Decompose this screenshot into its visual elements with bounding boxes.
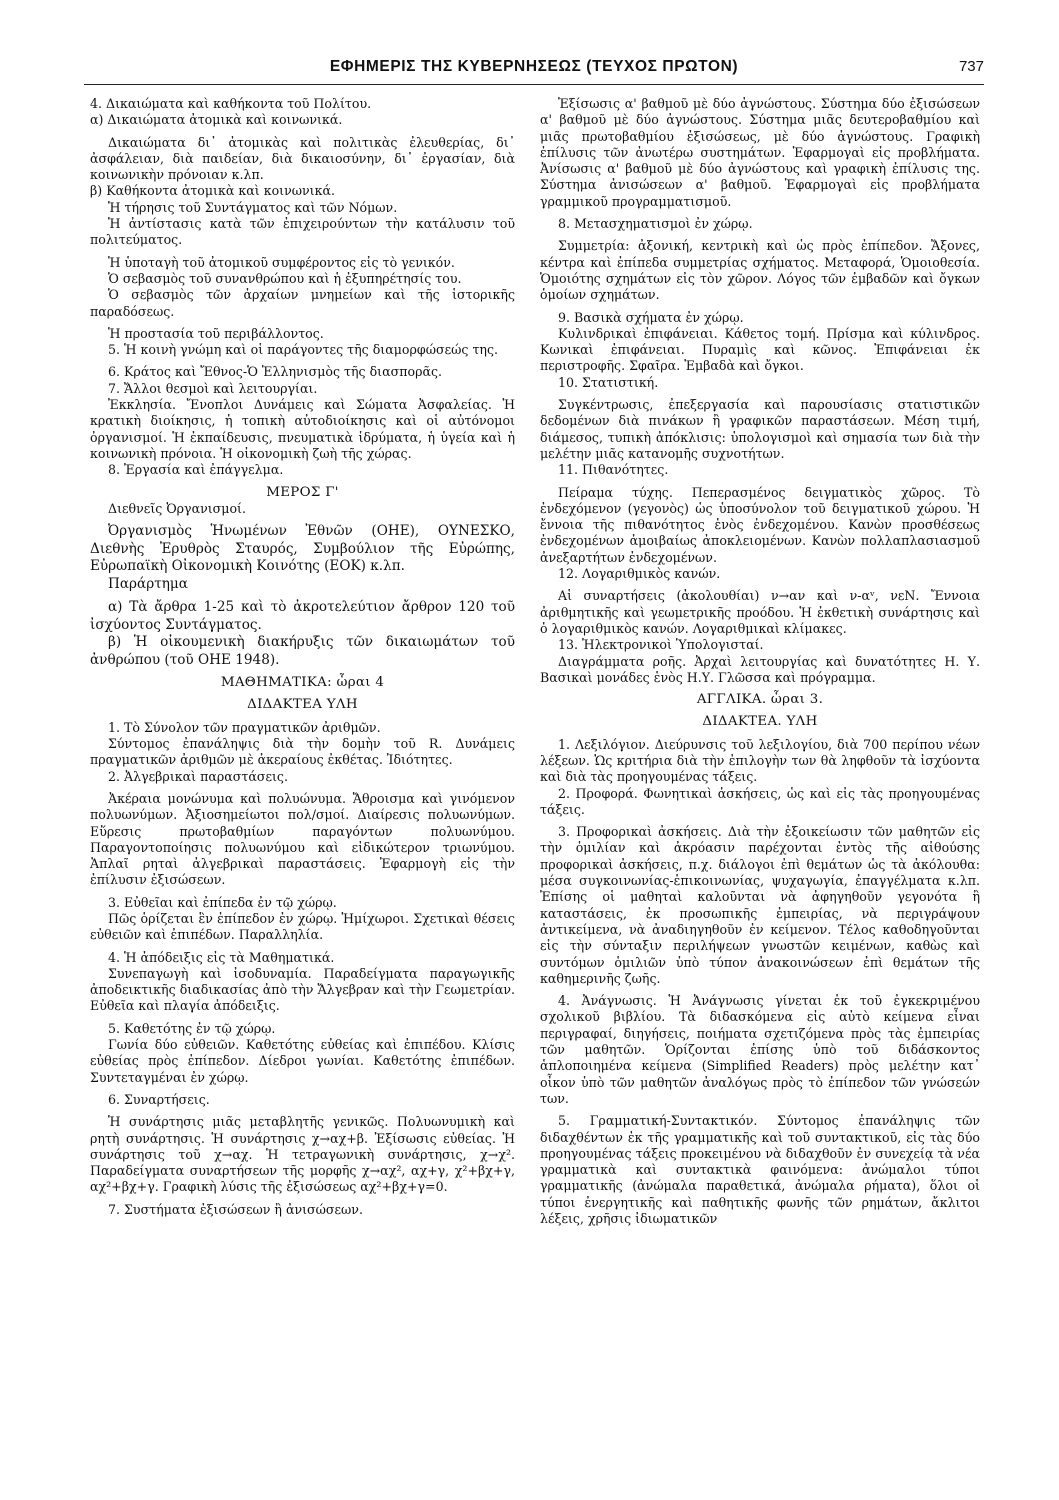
section-heading: 13. Ἠλεκτρονικοὶ Ὑπολογισταί. bbox=[558, 637, 764, 653]
paragraph: Σύντομος ἐπανάληψις διὰ τὴν δομὴν τοῦ R. Δυνάμεις πραγματικῶν ἀριθμῶν μὲ ἀκεραίους ἐκθέτας. Ἰδιότητες. bbox=[90, 736, 515, 768]
paragraph: Ἡ συνάρτησις μιᾶς μεταβλητῆς γενικῶς. Πολυωνυμικὴ καὶ ρητὴ συνάρτησις. Ἡ συνάρτησις χ→αχ+β. Ἐξίσωσις εὐθείας. Ἡ συνάρτησις τοῦ χ→αχ. Ἡ τετραγωνικὴ συνάρτησις, χ→χ². Παραδείγματα συναρτήσεων τῆς μορφῆς χ→αχ², αχ+γ, χ²+βχ+γ, αχ²+βχ+γ. Γραφικὴ λύσις τῆς ἐξισώσεως αχ²+βχ+γ=0. bbox=[90, 1114, 515, 1195]
appendix-heading: Παράρτημα bbox=[108, 575, 188, 592]
paragraph: Γωνία δύο εὐθειῶν. Καθετότης εὐθείας καὶ ἐπιπέδου. Κλίσις εὐθείας πρὸς ἐπίπεδον. Δίεδροι γωνίαι. Καθετότης ἐπιπέδων. Συντεταγμέναι ἐν χώρῳ. bbox=[90, 1037, 515, 1085]
section-heading: 1. Τὸ Σύνολον τῶν πραγματικῶν ἀριθμῶν. bbox=[108, 719, 381, 735]
paragraph: Ἀκέραια μονώνυμα καὶ πολυώνυμα. Ἄθροισμα καὶ γινόμενον πολυωνύμων. Ἀξιοσημείωτοι πολ/σμοί. Διαίρεσις πολυωνύμων. Εὕρεσις πρωτοβαθμίων παραγόντων πολυωνύμου. Παραγοντοποίησις πολυωνύμου καὶ εἰδικώτερον τριωνύμου. Ἁπλαῖ ρηταὶ ἀλγεβρικαὶ παραστάσεις. Ἐφαρμογὴ εἰς τὴν ἐπίλυσιν ἐξισώσεων. bbox=[90, 790, 515, 888]
section-heading: 7. Συστήματα ἐξισώσεων ἢ ἀνισώσεων. bbox=[108, 1201, 363, 1217]
paragraph: Ὀργανισμὸς Ἡνωμένων Ἐθνῶν (ΟΗΕ), ΟΥΝΕΣΚΟ, Διεθνὴς Ἐρυθρὸς Σταυρός, Συμβούλιον τῆς Εὐρώπης, Εὐρωπαϊκὴ Οἰκονομικὴ Κοινότης (ΕΟΚ) κ.λπ. bbox=[90, 523, 515, 575]
paragraph: 3. Προφορικαὶ ἀσκήσεις. Διὰ τὴν ἐξοικείωσιν τῶν μαθητῶν εἰς τὴν ὁμιλίαν καὶ ἀκρόασιν παρέχονται ἐντὸς τῆς αἰθούσης προφορικαὶ ἀσκήσεις, π.χ. διάλογοι ἐπὶ θεμάτων ὡς τὰ ἀκόλουθα: μέσα συγκοινωνίας-ἐπικοινωνίας, ψυχαγωγία, ἐπαγγέλματα κ.λπ. Ἐπίσης οἱ μαθηταὶ καλοῦνται νὰ ἀφηγηθοῦν γεγονότα ἢ καταστάσεις, ἐκ προσωπικῆς ἐμπειρίας, νὰ περιγράψουν ἀντικείμενα, νὰ ἀναδιηγηθοῦν ἐν κείμενον. Τέλος καθοδηγοῦνται εἰς τὴν σύνταξιν περιλήψεων γνωστῶν κειμένων, καθὼς καὶ συντόμων ὁμιλιῶν ὑπὸ τύπον ἀνακοινώσεων ἐπὶ θεμάτων τῆς καθημερινῆς ζωῆς. bbox=[540, 824, 980, 986]
paragraph: Συνεπαγωγὴ καὶ ἰσοδυναμία. Παραδείγματα παραγωγικῆς ἀποδεικτικῆς διαδικασίας ἀπὸ τὴν Ἄλγεβραν καὶ τὴν Γεωμετρίαν. Εὐθεῖα καὶ πλαγία ἀπόδειξις. bbox=[90, 965, 515, 1014]
section-heading: 2. Ἀλγεβρικαὶ παραστάσεις. bbox=[108, 768, 288, 784]
paragraph: Ἡ τήρησις τοῦ Συντάγματος καὶ τῶν Νόμων. bbox=[108, 199, 398, 215]
paragraph: Πῶς ὁρίζεται ἓν ἐπίπεδον ἐν χώρῳ. Ἡμίχωροι. Σχετικαὶ θέσεις εὐθειῶν καὶ ἐπιπέδων. Παραλληλία. bbox=[90, 910, 515, 943]
paragraph: Ἐκκλησία. Ἔνοπλοι Δυνάμεις καὶ Σώματα Ἀσφαλείας. Ἡ κρατικὴ διοίκησις, ἡ τοπικὴ αὐτοδιοίκησις καὶ οἱ αὐτόνομοι ὀργανισμοί. Ἡ ἐκπαίδευσις, πνευματικὰ ἱδρύματα, ἡ ὑγεία καὶ ἡ κοινωνικὴ πρόνοια. Ἡ οἰκονομικὴ ζωὴ τῆς χώρας. bbox=[90, 397, 515, 461]
left-column bbox=[90, 96, 515, 1218]
page-header bbox=[84, 58, 984, 86]
section-heading: 4. Δικαιώματα καὶ καθήκοντα τοῦ Πολίτου. bbox=[90, 96, 372, 111]
section-heading: 4. Ἡ ἀπόδειξις εἰς τὰ Μαθηματικά. bbox=[108, 949, 335, 965]
paragraph: 1. Λεξιλόγιον. Διεύρυνσις τοῦ λεξιλογίου, διὰ 700 περίπου νέων λέξεων. Ὡς κριτήρια διὰ τὴν ἐπιλογὴν των θὰ ληφθοῦν τὰ ἰσχύοντα καὶ διὰ τὰς προηγουμένας τάξεις. bbox=[540, 736, 980, 785]
header-rule bbox=[84, 84, 984, 85]
paragraph: 2. Προφορά. Φωνητικαὶ ἀσκήσεις, ὡς καὶ εἰς τὰς προηγουμένας τάξεις. bbox=[540, 785, 980, 817]
journal-title: ΕΦΗΜΕΡΙΣ ΤΗΣ ΚΥΒΕΡΝΗΣΕΩΣ (ΤΕΥΧΟΣ ΠΡΩΤΟΝ) bbox=[329, 58, 739, 75]
subject-heading: ΜΑΘΗΜΑΤΙΚΑ: ὧραι 4 bbox=[220, 675, 385, 691]
section-heading: 5. Ἡ κοινὴ γνώμη καὶ οἱ παράγοντες τῆς διαμορφώσεώς της. bbox=[108, 342, 499, 358]
section-heading: 6. Κράτος καὶ Ἔθνος-Ὁ Ἑλληνισμὸς τῆς διασπορᾶς. bbox=[108, 364, 443, 380]
paragraph: Διαγράμματα ροῆς. Ἀρχαὶ λειτουργίας καὶ δυνατότητες Η. Υ. Βασικαὶ μονάδες ἑνὸς Η.Υ. Γλῶσσα καὶ πρόγραμμα. bbox=[540, 653, 980, 685]
paragraph: Δικαιώματα δι᾽ ἀτομικὰς καὶ πολιτικὰς ἐλευθερίας, δι᾽ ἀσφάλειαν, διὰ παιδείαν, διὰ δικαιοσύνην, δι᾽ ἐργασίαν, διὰ κοινωνικὴν πρόνοιαν κ.λπ. bbox=[90, 134, 515, 183]
section-heading: 7. Ἄλλοι θεσμοὶ καὶ λειτουργίαι. bbox=[108, 380, 318, 396]
section-heading: 8. Μετασχηματισμοὶ ἐν χώρῳ. bbox=[558, 216, 753, 232]
paragraph: Κυλινδρικαὶ ἐπιφάνειαι. Κάθετος τομή. Πρίσμα καὶ κύλινδρος. Κωνικαὶ ἐπιφάνειαι. Πυραμὶς καὶ κῶνος. Ἐπιφάνειαι ἐκ περιστροφῆς. Σφαῖρα. Ἐμβαδὰ καὶ ὄγκοι. bbox=[540, 325, 980, 374]
page-number: 737 bbox=[958, 58, 984, 75]
paragraph: Αἱ συναρτήσεις (ἀκολουθίαι) ν→αν καὶ ν-αᵛ, νεΝ. Ἔννοια ἀριθμητικῆς καὶ γεωμετρικῆς προόδου. Ἡ ἐκθετικὴ συνάρτησις καὶ ὁ λογαριθμικὸς κανών. Λογαριθμικαὶ κλίμακες. bbox=[540, 588, 980, 636]
right-column bbox=[540, 96, 980, 1227]
paragraph: Πείραμα τύχης. Πεπερασμένος δειγματικὸς χῶρος. Τὸ ἐνδεχόμενον (γεγονὸς) ὡς ὑποσύνολον τοῦ δειγματικοῦ χώρου. Ἡ ἔννοια τῆς πιθανότητος ἑνὸς ἐνδεχομένου. Κανὼν προσθέσεως ἐνδεχομένων ἀμοιβαίως ἀποκλειομένων. Κανὼν πολλαπλασιασμοῦ ἀνεξαρτήτων ἐνδεχομένων. bbox=[540, 484, 980, 565]
paragraph: 4. Ἀνάγνωσις. Ἡ Ἀνάγνωσις γίνεται ἐκ τοῦ ἐγκεκριμένου σχολικοῦ βιβλίου. Τὰ διδασκόμενα εἰς αὐτὸ κείμενα εἶναι περιγραφαί, διηγήσεις, ποιήματα σχετιζόμενα πρὸς τὰς ἐμπειρίας τῶν μαθητῶν. Ὁρίζονται ἐπίσης ὑπὸ τοῦ διδάσκοντος ἁπλοποιημένα κείμενα (Simplified Readers) πρὸς μελέτην κατ᾽ οἶκον ὑπὸ τῶν μαθητῶν ἀναλόγως πρὸς τὸ ἐπίπεδον τῶν γνώσεών των. bbox=[540, 993, 980, 1106]
paragraph: Ὁ σεβασμὸς τοῦ συνανθρώπου καὶ ἡ ἐξυπηρέτησίς του. bbox=[108, 270, 462, 286]
subject-heading: ΑΓΓΛΙΚΑ. ὧραι 3. bbox=[696, 692, 824, 708]
section-heading: 6. Συναρτήσεις. bbox=[108, 1091, 210, 1107]
paragraph: Ὁ σεβασμὸς τῶν ἀρχαίων μνημείων καὶ τῆς ἱστορικῆς παραδόσεως. bbox=[90, 287, 515, 319]
paragraph: Ἡ ὑποταγὴ τοῦ ἀτομικοῦ συμφέροντος εἰς τὸ γενικόν. bbox=[108, 254, 455, 270]
subsection-heading: Διεθνεῖς Ὀργανισμοί. bbox=[108, 500, 246, 516]
paragraph: Ἡ προστασία τοῦ περιβάλλοντος. bbox=[108, 325, 324, 341]
paragraph: β) Ἡ οἰκουμενικὴ διακήρυξις τῶν δικαιωμάτων τοῦ ἀνθρώπου (τοῦ ΟΗΕ 1948). bbox=[90, 634, 515, 668]
section-heading: 12. Λογαριθμικὸς κανών. bbox=[558, 566, 721, 582]
subsection-heading: α) Δικαιώματα ἀτομικὰ καὶ κοινωνικά. bbox=[90, 112, 343, 128]
section-heading: 8. Ἐργασία καὶ ἐπάγγελμα. bbox=[108, 462, 284, 478]
paragraph: Συμμετρία: ἀξονική, κεντρικὴ καὶ ὡς πρὸς ἐπίπεδον. Ἄξονες, κέντρα καὶ ἐπίπεδα συμμετρίας σχήματος. Μεταφορά, Ὁμοιοθεσία. Ὁμοιότης σχημάτων εἰς τὸν χῶρον. Λόγος τῶν ἐμβαδῶν καὶ ὄγκων ὁμοίων σχημάτων. bbox=[540, 238, 980, 303]
section-heading: 10. Στατιστική. bbox=[558, 374, 659, 390]
section-heading: 3. Εὐθεῖαι καὶ ἐπίπεδα ἐν τῷ χώρῳ. bbox=[108, 894, 337, 910]
section-heading: 9. Βασικὰ σχήματα ἐν χώρῳ. bbox=[558, 309, 744, 325]
syllabus-heading: ΔΙΔΑΚΤΕΑ. ΥΛΗ bbox=[702, 714, 818, 730]
part-heading: ΜΕΡΟΣ Γ' bbox=[266, 484, 339, 500]
paragraph: Συγκέντρωσις, ἐπεξεργασία καὶ παρουσίασις στατιστικῶν δεδομένων διὰ πινάκων ἢ γραφικῶν παραστάσεων. Μέση τιμή, διάμεσος, τυπικὴ ἀπόκλισις: ὑπολογισμοὶ καὶ σημασία των διὰ τὴν μελέτην μιᾶς κατανομῆς συχνοτήτων. bbox=[540, 397, 980, 461]
subsection-heading: β) Καθήκοντα ἀτομικὰ καὶ κοινωνικά. bbox=[90, 183, 335, 199]
syllabus-heading: ΔΙΔΑΚΤΕΑ ΥΛΗ bbox=[247, 697, 358, 713]
section-heading: 5. Καθετότης ἐν τῷ χώρῳ. bbox=[108, 1020, 276, 1036]
paragraph: Ἐξίσωσις α' βαθμοῦ μὲ δύο ἀγνώστους. Σύστημα δύο ἐξισώσεων α' βαθμοῦ μὲ δύο ἀγνώστους. Σύστημα μιᾶς δευτεροβαθμίου καὶ μιᾶς πρωτοβαθμίου ἐξισώσεως, μὲ δύο ἀγνώστους. Γραφικὴ ἐπίλυσις τῶν ἀνωτέρω συστημάτων. Ἐφαρμογαὶ εἰς προβλήματα. Ἀνίσωσις α' βαθμοῦ μὲ δύο ἀγνώστους καὶ γραφικὴ ἐπίλυσις της. Σύστημα ἀνισώσεων α' βαθμοῦ. Ἐφαρμογαὶ εἰς προβλήματα γραμμικοῦ προγραμματισμοῦ. bbox=[540, 96, 980, 209]
section-heading: 11. Πιθανότητες. bbox=[558, 462, 669, 478]
paragraph: Ἡ ἀντίστασις κατὰ τῶν ἐπιχειρούντων τὴν κατάλυσιν τοῦ πολιτεύματος. bbox=[90, 216, 515, 248]
paragraph: α) Τὰ ἄρθρα 1-25 καὶ τὸ ἀκροτελεύτιον ἄρθρον 120 τοῦ ἰσχύοντος Συντάγματος. bbox=[90, 599, 515, 633]
paragraph: 5. Γραμματική-Συντακτικόν. Σύντομος ἐπανάληψις τῶν διδαχθέντων ἐκ τῆς γραμματικῆς καὶ τοῦ συντακτικοῦ, εἰς τὰς δύο προηγουμένας τάξεις προκειμένου νὰ διδαχθοῦν ἐν συνεχείᾳ τὰ νέα γραμματικὰ καὶ συντακτικὰ φαινόμενα: ἀνώμαλοι τύποι γραμματικῆς (ἀνώμαλα παραθετικά, ἀνώμαλα ρήματα), ὅλοι οἱ τύποι ἐνεργητικῆς καὶ παθητικῆς φωνῆς τῶν ρημάτων, ἄκλιτοι λέξεις, χρῆσις ἰδιωματικῶν bbox=[540, 1113, 980, 1226]
